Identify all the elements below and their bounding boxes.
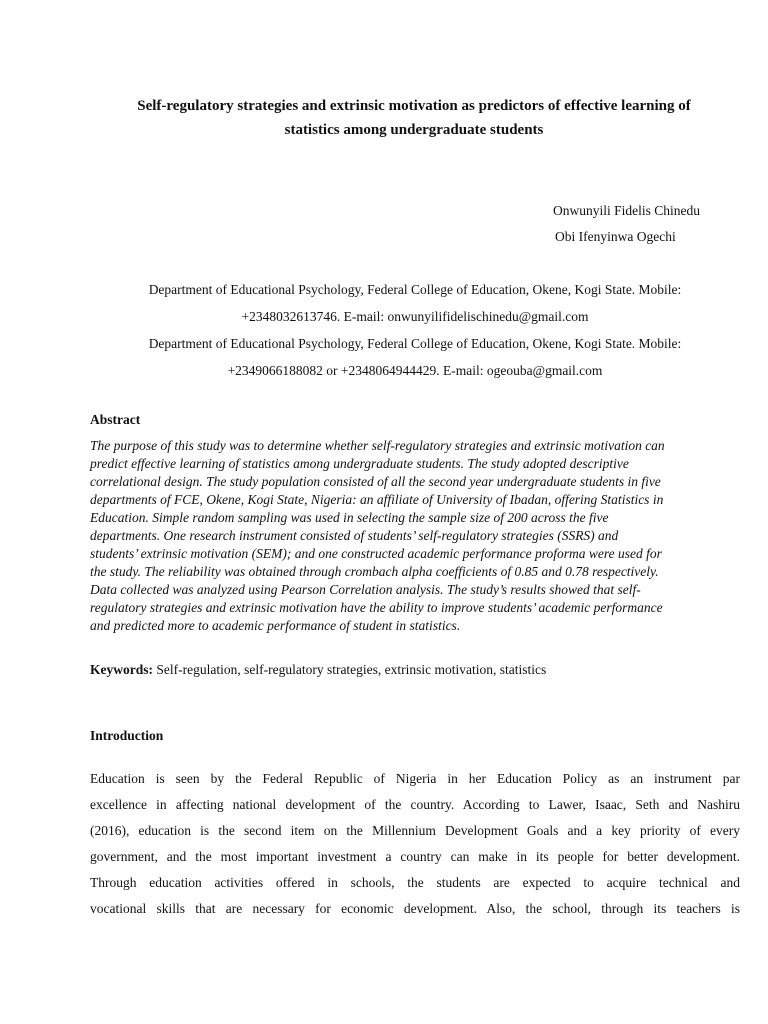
abstract-line: predict effective learning of statistics among undergraduate students. The study adopted descriptive	[90, 456, 629, 471]
affiliations	[90, 276, 740, 384]
introduction-line: government, and the most important investment a country can make in its people for better development.	[90, 849, 740, 864]
abstract-line: correlational design. The study population consisted of all the second year undergraduate students in five	[90, 474, 661, 489]
abstract-line: regulatory strategies and extrinsic motivation have the ability to improve students’ academic performance	[90, 600, 663, 615]
affiliation-line: Department of Educational Psychology, Federal College of Education, Okene, Kogi State. Mobile:	[148, 336, 682, 351]
abstract-line: departments. One research instrument consisted of students’ self-regulatory strategies (SSRS) and	[90, 528, 619, 543]
keywords	[90, 662, 740, 678]
author-list	[553, 198, 753, 250]
introduction-heading: Introduction	[90, 728, 164, 743]
introduction-line: (2016), education is the second item on the Millennium Development Goals and a key priority of every	[90, 823, 740, 838]
keywords-text: Self-regulation, self-regulatory strategies, extrinsic motivation, statistics	[153, 662, 547, 677]
abstract-line: the study. The reliability was obtained through crombach alpha coefficients of 0.85 and 0.78 respectively.	[90, 564, 659, 579]
abstract-heading: Abstract	[90, 412, 141, 427]
introduction-line: vocational skills that are necessary for economic development. Also, the school, through its teachers is	[90, 901, 740, 916]
paper-title	[80, 94, 748, 142]
abstract-line: Education. Simple random sampling was used in selecting the sample size of 200 across the five	[90, 510, 609, 525]
abstract-body	[90, 437, 740, 635]
keywords-label: Keywords:	[90, 662, 153, 677]
introduction-line: Through education activities offered in schools, the students are expected to acquire technical and	[90, 875, 740, 890]
abstract-line: Data collected was analyzed using Pearson Correlation analysis. The study’s results showed that self-	[90, 582, 641, 597]
author-name: Obi Ifenyinwa Ogechi	[555, 229, 676, 244]
abstract-line: students’ extrinsic motivation (SEM); and one constructed academic performance proforma were used for	[90, 546, 662, 561]
affiliation-line: +2348032613746. E-mail: onwunyilifidelischinedu@gmail.com	[241, 309, 589, 324]
introduction-line: Education is seen by the Federal Republic of Nigeria in her Education Policy as an instrument par	[90, 771, 740, 786]
abstract-line: and predicted more to academic performance of student in statistics.	[90, 618, 461, 633]
abstract-line: departments of FCE, Okene, Kogi State, Nigeria: an affiliate of University of Ibadan, offering Statistics in	[90, 492, 664, 507]
affiliation-line: Department of Educational Psychology, Federal College of Education, Okene, Kogi State. Mobile:	[148, 282, 682, 297]
introduction-body	[90, 766, 740, 922]
author-name: Onwunyili Fidelis Chinedu	[553, 203, 701, 218]
title-line-2: statistics among undergraduate students	[284, 122, 544, 138]
affiliation-line: +2349066188082 or +2348064944429. E-mail: ogeouba@gmail.com	[227, 363, 603, 378]
title-line-1: Self-regulatory strategies and extrinsic motivation as predictors of effective learning of	[137, 98, 691, 114]
introduction-line: excellence in affecting national development of the country. According to Lawer, Isaac, Seth and Nashiru	[90, 797, 740, 812]
abstract-line: The purpose of this study was to determine whether self-regulatory strategies and extrinsic motivation can	[90, 438, 665, 453]
